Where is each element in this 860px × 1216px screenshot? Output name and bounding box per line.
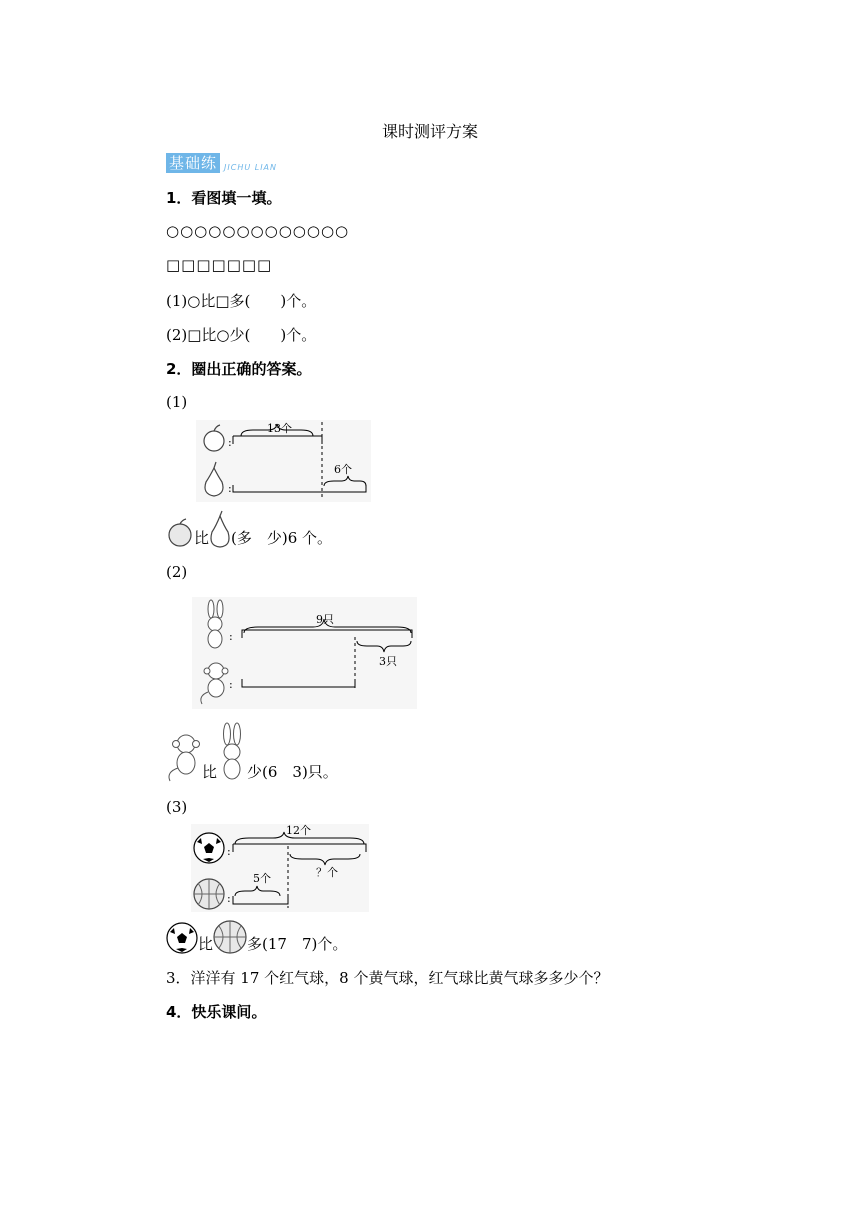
- q2-part1-answer: [166, 508, 332, 548]
- svg-text::: :: [229, 678, 233, 691]
- basketball-icon: [194, 879, 224, 909]
- q2-part2-answer: [166, 722, 338, 782]
- q2-part1-diagram: [196, 420, 371, 502]
- q2-part3-answer: [166, 914, 347, 954]
- svg-text::: :: [228, 482, 232, 495]
- q2-part2-answer-text: 少(6 3)只。: [247, 763, 338, 781]
- q2-part1-label: (1): [166, 393, 188, 411]
- q2-part3-bottom-count: 5个: [253, 872, 271, 885]
- monkey-icon: [166, 726, 202, 782]
- q2-part3-unknown-count: ？个: [316, 866, 338, 879]
- q3-text: 3．洋洋有 17 个红气球，8 个黄气球，红气球比黄气球多多少个？: [166, 969, 609, 987]
- svg-text::: :: [227, 892, 231, 905]
- football-icon: [166, 920, 198, 954]
- football-icon: [194, 833, 224, 863]
- q2-part2-diagram: [192, 597, 417, 709]
- q4-heading: 4．快乐课间。: [166, 1003, 267, 1021]
- svg-text::: :: [227, 845, 231, 858]
- section-badge: [166, 153, 277, 173]
- q1-part2: (2)□比○少( )个。: [166, 326, 317, 344]
- q2-part1-diff-count: 6个: [334, 463, 352, 476]
- section-badge-sub: JICHU LIAN: [224, 162, 278, 172]
- basketball-icon: [213, 918, 247, 954]
- q2-part3-diagram: [191, 824, 369, 912]
- q1-part1: (1)○比□多( )个。: [166, 292, 317, 310]
- q2-part1-bi: 比: [194, 529, 210, 547]
- q2-part1-answer-text: (多 少)6 个。: [231, 529, 333, 547]
- q2-part3-answer-text: 多(17 7)个。: [247, 935, 348, 953]
- q1-circles-row: ○○○○○○○○○○○○○: [166, 222, 350, 240]
- q1-heading: 1．看图填一填。: [166, 189, 282, 207]
- q2-part1-top-count: 13个: [267, 422, 292, 435]
- q2-part2-label: (2): [166, 563, 188, 581]
- svg-text::: :: [228, 436, 232, 449]
- q2-heading: 2．圈出正确的答案。: [166, 360, 312, 378]
- section-badge-label: 基础练: [166, 153, 220, 173]
- apple-icon: [166, 518, 194, 548]
- page-title: 课时测评方案: [381, 122, 478, 141]
- q2-part2-diff-count: 3只: [379, 655, 397, 668]
- svg-text::: :: [229, 630, 233, 643]
- q1-squares-row: □□□□□□□: [166, 256, 273, 274]
- q2-part3-label: (3): [166, 798, 188, 816]
- q2-part2-top-count: 9只: [316, 613, 334, 626]
- rabbit-icon: [217, 722, 247, 782]
- q2-part3-top-count: 12个: [286, 824, 311, 837]
- q2-part3-bi: 比: [198, 935, 214, 953]
- pear-icon: [209, 510, 231, 548]
- q2-part2-bi: 比: [202, 763, 218, 781]
